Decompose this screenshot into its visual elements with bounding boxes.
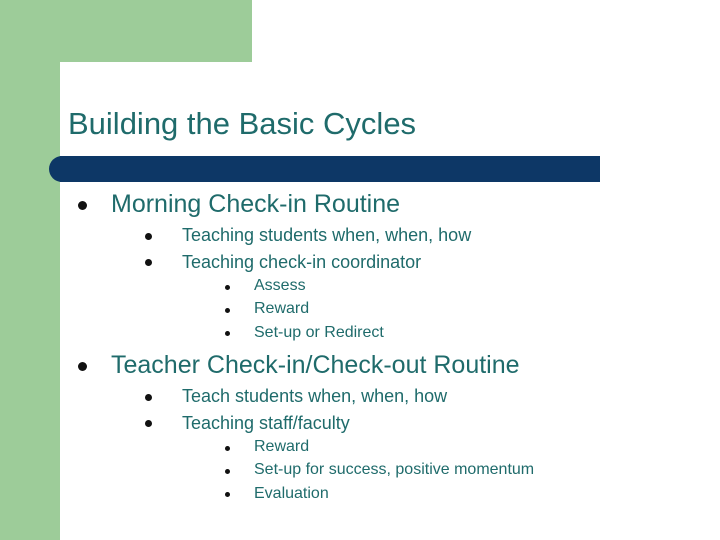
bullet-icon (78, 201, 87, 210)
section-heading: Teacher Check-in/Check-out Routine (111, 351, 520, 379)
list-item: Teach students when, when, how (182, 386, 448, 406)
bullet-icon (78, 362, 87, 371)
sub-list-item: Reward (254, 300, 310, 317)
bullet-icon (225, 285, 230, 290)
sub-list-item: Reward (254, 438, 310, 455)
list-item: Teaching check-in coordinator (182, 252, 422, 272)
sub-list-item: Set-up for success, positive momentum (254, 461, 535, 478)
bullet-icon (225, 446, 230, 451)
bullet-icon (225, 492, 230, 497)
bullet-icon (145, 259, 152, 266)
bullet-icon (225, 331, 230, 336)
slide-title: Building the Basic Cycles (68, 106, 417, 141)
sub-list-item: Assess (254, 277, 306, 294)
list-item: Teaching students when, when, how (182, 225, 472, 245)
decorative-green-strip (0, 0, 60, 540)
title-rule-bar (60, 156, 600, 182)
bullet-icon (145, 394, 152, 401)
bullet-icon (225, 308, 230, 313)
sub-list-item: Set-up or Redirect (254, 324, 384, 341)
bullet-icon (145, 420, 152, 427)
bullet-icon (145, 233, 152, 240)
bullet-icon (225, 469, 230, 474)
section-heading: Morning Check-in Routine (111, 190, 401, 218)
list-item: Teaching staff/faculty (182, 413, 350, 433)
sub-list-item: Evaluation (254, 485, 329, 502)
